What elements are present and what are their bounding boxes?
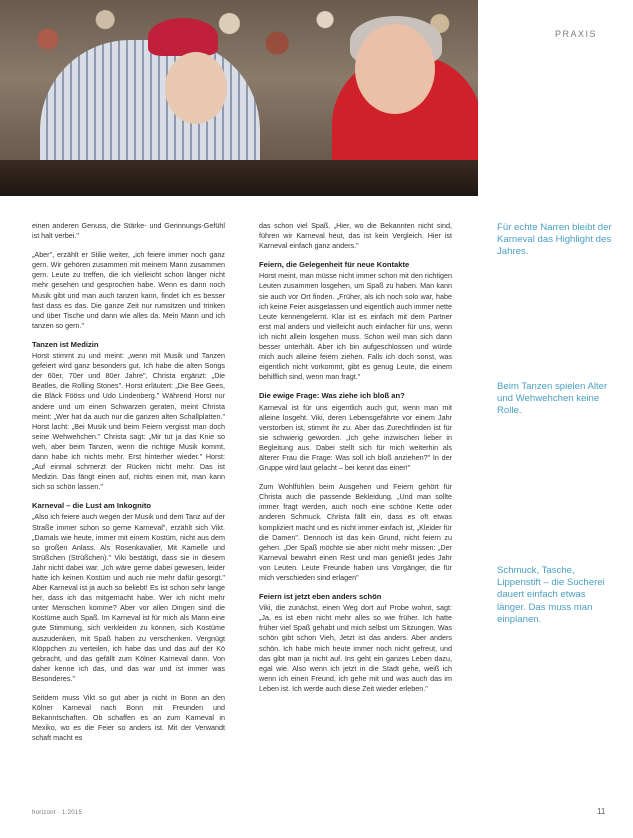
right-column (259, 221, 452, 703)
subheading: Feiern ist jetzt eben anders schön (259, 592, 382, 602)
left-column (32, 221, 225, 753)
photo-woman-head (355, 24, 435, 114)
photo-man-head (165, 52, 227, 124)
paragraph: das schon viel Spaß. „Hier, wo die Bekannten nicht sind, führen wir Karneval heut, das ist kein Vergleich. Hier ist Karneval einfach ganz anders." (259, 221, 452, 251)
page-number: 11 (597, 807, 606, 816)
pullquote: Schmuck, Tasche, Lippenstift – die Sucherei dauert einfach etwas länger. Das muss man einplanen. (497, 565, 605, 625)
subheading: Karneval – die Lust am Inkognito (32, 501, 151, 511)
subheading: Feiern, die Gelegenheit für neue Kontakte (259, 260, 410, 270)
photo-table (0, 160, 478, 196)
paragraph: Seitdem muss Vikt so gut aber ja nicht in Bonn an den Kölner Karneval nach Bonn mit Freunden und Bekanntschaften. Ob schaffen es an zum Karneval in Mexiko, wo es die Feier so anders ist. Mit der Verwandt schaft macht es (32, 693, 225, 743)
pullquote: Beim Tanzen spielen Alter und Wehwehchen keine Rolle. (497, 381, 608, 417)
paragraph: „Also ich feiere auch wegen der Musik und dem Tanz auf der Straße immer schon so gerne Karneval", erzählt sich Vikt. „Damals wie heute, immer mit einem Kostüm, nicht aus dem so großen Anlass. Als Rosenkavalier, Mit Kamelle und Strüßchen (Strüßchen)." Viki bestätigt, dass sie in diesem Jahr nicht dabei war. „Ich wäre gerne dabei gewesen, leider hatte ich keinen Kostüm und auch nie mehr dafür gesorgt." Aber Karneval ist ja auch so beliebt! Es ist schon sehr lange her, dass ich das mitgemacht habe. Wer ich nicht mehr unter Menschen komme? Aber vor allen Dingen sind die Kostüme auch Spaß. Im Karneval ist für mich als Mann eine gute Stimmung, sich verkleiden zu können, sich Kostüme auszudenken, mit Spaß haben zu verschenken. Vergnügt Klöppchen zu verteilen, ich habe das und das auf der Kö gebracht, und das gefällt zum Kölner Karneval dann. Von daher kenne ich das, und das war und ist immer was Besonderes." (32, 512, 225, 683)
subheading: Die ewige Frage: Was ziehe ich bloß an? (259, 391, 405, 401)
header-photo (0, 0, 478, 196)
paragraph: Zum Wohlfühlen beim Ausgehen und Feiern gehört für Christa auch die passende Bekleidung. „Und man sollte immer fragt werden, auch noch eine schöne Kette oder anderen Schmuck. Christa fällt ein, dass es oft etwas kompliziert macht und es nicht immer einfach ist, „Kleider für die Damen". Dennoch ist das kein Grund, nicht feiern zu gehen. „Der Spaß möchte sie aber nicht mehr missen: „Der Karneval bewahrt einen Rest und man genießt jedes Jahr von Leuten. Leute Freunde haben uns Vorgänger, die für mich verschieden sind erlagen" (259, 482, 452, 582)
paragraph: einen anderen Genuss, die Stärke- und Gerinnungs-Gefühl ist halt verbei." (32, 221, 225, 241)
footer-publication: horizont · 1.2015 (32, 810, 83, 816)
section-label: PRAXIS (555, 29, 598, 39)
paragraph: Horst meint, man müsse nicht immer schon mit den richtigen Leuten zusammen losgehen, um Spaß zu haben. Man kann sie auch vor Ort finden. „Früher, als ich noch solo war, habe ich keine Feier ausgelassen und eigentlich auch immer nette Leute kennengelernt. Klar ist es einfach mit dem Partner erst mal anders und vielleicht auch einfacher für uns, wenn ich nicht allein losgehen muss. Schon weil man sich dann besser unterhält. Aber ich bin aufgeschlossen und würde mich auch alleine feiern ziehen. Falls ich doch sonst, was eigentlich nicht vorkommt, gibt es genug Leute, die einem behilflich sind, wenn man fragt." (259, 271, 452, 382)
paragraph: Horst stimmt zu und meint: „wenn mit Musik und Tanzen gefeiert wird ganz besonders gut. Ich habe die alten Songs der 60er, 70er und 80er Jahre", Christa ergänzt: „Die Beatles, die Rolling Stones". Horst erläutert: „Die Bee Gees, die Bläck Fööss und Udo Lindenberg." Während Horst nur andere und um einen Schwarzen geraten, meint Christa meint: „Wer hat da auch nur die ganzen alten Schallplatten." Horst lacht: „Bei Musik und beim Feiern vergisst man doch seine Wehwehchen." Christa sagt: „Mir tut ja das Knie so weh, aber beim Tanzen, wenn die richtige Musik kommt, dann habe ich nichts mehr. Erst hinterher wieder." Horst: „Auf einmal schmerzt der Rücken nicht mehr. Das ist Medizin. Das fängt einen auf, nichts einen mit, man kann sich so schön lassen." (32, 351, 225, 492)
paragraph: Viki, die zunächst, einen Weg dort auf Probe wohnt, sagt: „Ja, es ist eben nicht mehr alles so wie früher. Ich hatte früher viel Spaß gehabt und mich selbst um Sitzungen. Was schön gibt schon Vieh, Jetzt ist das anders. Aber anders schön. Ich habe mich heute immer noch nicht gefreut, und das gibt man ja nicht auf. Ins geht ein ganzes Leben dazu, egal wie. Also wenn ich jetzt in die Stadt gehe, weiß ich wenn ich einen Freund, ich gehe mit und was auch das im Leben ist. Ich werde auch diese Zeit wieder erleben." (259, 603, 452, 693)
photo-party-hat (148, 18, 218, 56)
pullquote: Für echte Narren bleibt der Karneval das Highlight des Jahres. (497, 222, 612, 258)
subheading: Tanzen ist Medizin (32, 339, 99, 349)
paragraph: „Aber", erzählt er Stilie weiter, „ich feiere immer noch ganz gern. Wir gehören zusammen mit meinem Mann zusammen gern. Leute zu treffen, die ich vielleicht schon länger nicht mehr gesehen und gesprochen habe. Wenn es dann noch Musik gibt und man auch tanzen kann, findet ich es besser fast dass es das. Die ganze Zeit nur rumsitzen und trinken und über Tische und dann wie alles da. Mein Mann und ich tanzen so gern." (32, 250, 225, 330)
paragraph: Karneval ist für uns eigentlich auch gut, wenn man mit alleine losgeht. Viki, deren Lebensgefährte vor einem Jahr verstorben ist, stimmt ihr zu. Aber das Zurechtfinden ist für sie schwierig geworden. „Ich gehe inzwischen lieber in Begleitung aus. Dabei stellt sich für mich weiterhin als älterer Frau die Frage: Was soll ich bloß anziehen?" In der Gruppe wird laut gelacht – bei kennt das einer!" (259, 402, 452, 473)
